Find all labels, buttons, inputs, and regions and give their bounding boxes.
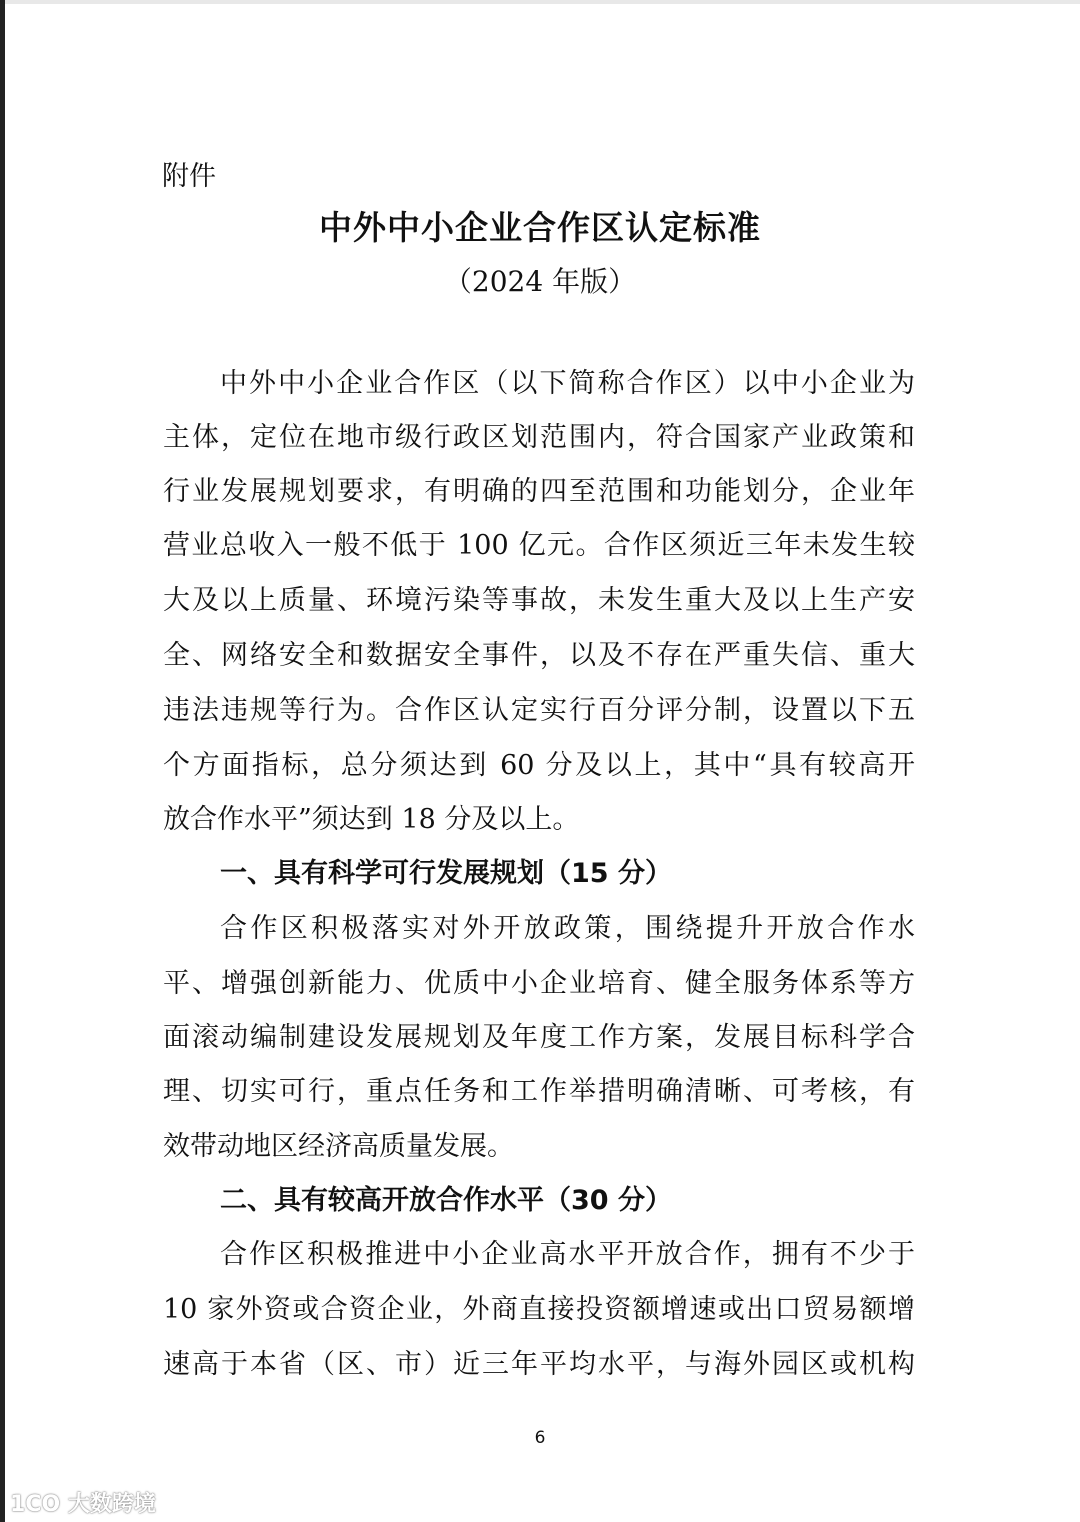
watermark-logo: 1CO 大数跨境: [10, 1492, 156, 1517]
paragraph-line: 全、网络安全和数据安全事件，以及不存在严重失信、重大: [163, 640, 915, 671]
document-edition: （2024 年版）: [443, 265, 637, 298]
page-number: 6: [534, 1428, 546, 1448]
attachment-label: 附件: [162, 161, 216, 192]
paragraph-line: 平、增强创新能力、优质中小企业培育、健全服务体系等方: [163, 968, 915, 999]
paragraph-line: 理、切实可行，重点任务和工作举措明确清晰、可考核，有: [163, 1076, 915, 1107]
paragraph-line: 放合作水平”须达到 18 分及以上。: [163, 804, 580, 835]
paragraph-line: 违法违规等行为。合作区认定实行百分评分制，设置以下五: [163, 695, 915, 726]
section-heading: 一、具有科学可行发展规划（15 分）: [220, 858, 672, 889]
paragraph-line: 效带动地区经济高质量发展。: [163, 1131, 514, 1162]
paragraph-line: 行业发展规划要求，有明确的四至范围和功能划分，企业年: [163, 476, 915, 507]
scan-top-edge: [0, 0, 1080, 4]
paragraph-line: 10 家外资或合资企业，外商直接投资额增速或出口贸易额增: [163, 1294, 915, 1325]
paragraph-line: 合作区积极推进中小企业高水平开放合作，拥有不少于: [220, 1239, 915, 1270]
section-heading: 二、具有较高开放合作水平（30 分）: [220, 1185, 672, 1216]
paragraph-line: 速高于本省（区、市）近三年平均水平，与海外园区或机构: [163, 1349, 915, 1380]
paragraph-line: 合作区积极落实对外开放政策，围绕提升开放合作水: [220, 913, 915, 944]
paragraph-line: 个方面指标，总分须达到 60 分及以上，其中“具有较高开: [163, 750, 915, 781]
paragraph-line: 大及以上质量、环境污染等事故，未发生重大及以上生产安: [163, 585, 915, 616]
document-title: 中外中小企业合作区认定标准: [319, 208, 761, 247]
paragraph-line: 中外中小企业合作区（以下简称合作区）以中小企业为: [220, 368, 915, 399]
paragraph-line: 面滚动编制建设发展规划及年度工作方案，发展目标科学合: [163, 1022, 915, 1053]
paragraph-line: 营业总收入一般不低于 100 亿元。合作区须近三年未发生较: [163, 530, 915, 561]
paragraph-line: 主体，定位在地市级行政区划范围内，符合国家产业政策和: [163, 422, 915, 453]
